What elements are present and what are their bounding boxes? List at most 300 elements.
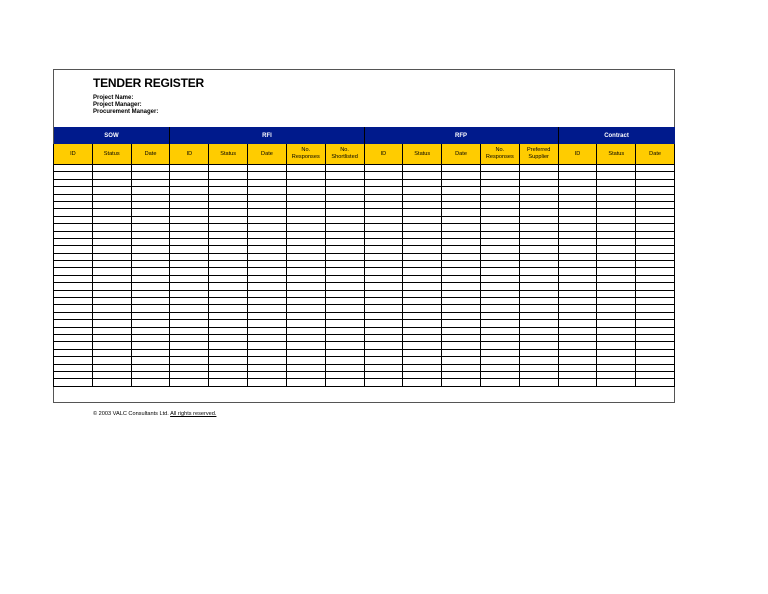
- table-cell[interactable]: [325, 194, 364, 201]
- table-cell[interactable]: [364, 194, 403, 201]
- table-cell[interactable]: [248, 172, 287, 179]
- table-cell[interactable]: [325, 172, 364, 179]
- table-cell[interactable]: [403, 201, 442, 208]
- table-cell[interactable]: [480, 349, 519, 356]
- table-cell[interactable]: [170, 357, 209, 364]
- table-cell[interactable]: [131, 238, 170, 245]
- table-cell[interactable]: [597, 334, 636, 341]
- table-cell[interactable]: [480, 253, 519, 260]
- table-cell[interactable]: [92, 209, 131, 216]
- table-cell[interactable]: [403, 246, 442, 253]
- table-cell[interactable]: [286, 298, 325, 305]
- table-cell[interactable]: [131, 216, 170, 223]
- table-cell[interactable]: [597, 216, 636, 223]
- table-cell[interactable]: [519, 364, 558, 371]
- table-cell[interactable]: [636, 305, 675, 312]
- table-cell[interactable]: [209, 187, 248, 194]
- table-cell[interactable]: [131, 357, 170, 364]
- table-cell[interactable]: [325, 238, 364, 245]
- table-cell[interactable]: [480, 201, 519, 208]
- table-cell[interactable]: [597, 179, 636, 186]
- table-cell[interactable]: [92, 253, 131, 260]
- table-cell[interactable]: [54, 312, 93, 319]
- table-cell[interactable]: [131, 298, 170, 305]
- table-cell[interactable]: [54, 268, 93, 275]
- table-cell[interactable]: [442, 305, 481, 312]
- table-cell[interactable]: [170, 172, 209, 179]
- table-cell[interactable]: [54, 290, 93, 297]
- table-cell[interactable]: [636, 201, 675, 208]
- table-cell[interactable]: [248, 201, 287, 208]
- table-cell[interactable]: [325, 246, 364, 253]
- table-cell[interactable]: [442, 194, 481, 201]
- table-cell[interactable]: [636, 283, 675, 290]
- table-cell[interactable]: [170, 305, 209, 312]
- table-cell[interactable]: [131, 349, 170, 356]
- table-cell[interactable]: [286, 209, 325, 216]
- table-cell[interactable]: [170, 261, 209, 268]
- table-cell[interactable]: [480, 305, 519, 312]
- table-cell[interactable]: [442, 320, 481, 327]
- table-cell[interactable]: [209, 231, 248, 238]
- table-cell[interactable]: [286, 290, 325, 297]
- table-cell[interactable]: [636, 320, 675, 327]
- table-cell[interactable]: [325, 290, 364, 297]
- table-cell[interactable]: [403, 172, 442, 179]
- table-cell[interactable]: [170, 298, 209, 305]
- table-cell[interactable]: [286, 253, 325, 260]
- table-cell[interactable]: [519, 209, 558, 216]
- table-cell[interactable]: [636, 224, 675, 231]
- table-cell[interactable]: [131, 268, 170, 275]
- table-cell[interactable]: [325, 312, 364, 319]
- table-cell[interactable]: [597, 379, 636, 386]
- table-cell[interactable]: [325, 349, 364, 356]
- table-cell[interactable]: [480, 238, 519, 245]
- table-cell[interactable]: [403, 224, 442, 231]
- table-cell[interactable]: [248, 253, 287, 260]
- table-cell[interactable]: [286, 231, 325, 238]
- table-cell[interactable]: [403, 334, 442, 341]
- table-cell[interactable]: [209, 371, 248, 378]
- table-cell[interactable]: [442, 209, 481, 216]
- table-cell[interactable]: [636, 253, 675, 260]
- table-cell[interactable]: [636, 379, 675, 386]
- table-cell[interactable]: [480, 364, 519, 371]
- table-cell[interactable]: [636, 209, 675, 216]
- table-cell[interactable]: [209, 357, 248, 364]
- table-cell[interactable]: [597, 238, 636, 245]
- table-cell[interactable]: [558, 298, 597, 305]
- table-cell[interactable]: [364, 334, 403, 341]
- table-cell[interactable]: [170, 201, 209, 208]
- table-cell[interactable]: [442, 327, 481, 334]
- table-cell[interactable]: [209, 283, 248, 290]
- table-cell[interactable]: [558, 268, 597, 275]
- table-cell[interactable]: [364, 201, 403, 208]
- table-cell[interactable]: [442, 165, 481, 172]
- table-cell[interactable]: [597, 349, 636, 356]
- table-cell[interactable]: [92, 261, 131, 268]
- table-cell[interactable]: [480, 283, 519, 290]
- table-cell[interactable]: [519, 268, 558, 275]
- table-cell[interactable]: [519, 165, 558, 172]
- table-cell[interactable]: [403, 275, 442, 282]
- table-cell[interactable]: [286, 194, 325, 201]
- table-cell[interactable]: [286, 179, 325, 186]
- table-cell[interactable]: [558, 165, 597, 172]
- table-cell[interactable]: [558, 283, 597, 290]
- table-cell[interactable]: [636, 357, 675, 364]
- table-cell[interactable]: [364, 364, 403, 371]
- table-cell[interactable]: [480, 261, 519, 268]
- table-cell[interactable]: [597, 172, 636, 179]
- table-cell[interactable]: [54, 275, 93, 282]
- table-cell[interactable]: [54, 349, 93, 356]
- table-cell[interactable]: [286, 201, 325, 208]
- table-cell[interactable]: [403, 283, 442, 290]
- table-cell[interactable]: [248, 224, 287, 231]
- table-cell[interactable]: [480, 209, 519, 216]
- table-cell[interactable]: [131, 379, 170, 386]
- table-cell[interactable]: [597, 231, 636, 238]
- table-cell[interactable]: [480, 312, 519, 319]
- table-cell[interactable]: [480, 327, 519, 334]
- table-cell[interactable]: [364, 379, 403, 386]
- table-cell[interactable]: [636, 187, 675, 194]
- table-cell[interactable]: [170, 283, 209, 290]
- table-cell[interactable]: [286, 283, 325, 290]
- table-cell[interactable]: [209, 165, 248, 172]
- table-cell[interactable]: [519, 231, 558, 238]
- table-cell[interactable]: [170, 268, 209, 275]
- table-cell[interactable]: [131, 231, 170, 238]
- table-cell[interactable]: [131, 209, 170, 216]
- table-cell[interactable]: [92, 268, 131, 275]
- table-cell[interactable]: [248, 312, 287, 319]
- table-cell[interactable]: [597, 290, 636, 297]
- table-cell[interactable]: [92, 187, 131, 194]
- table-cell[interactable]: [480, 371, 519, 378]
- table-cell[interactable]: [364, 268, 403, 275]
- table-cell[interactable]: [131, 275, 170, 282]
- table-cell[interactable]: [92, 349, 131, 356]
- table-cell[interactable]: [558, 364, 597, 371]
- table-cell[interactable]: [519, 371, 558, 378]
- table-cell[interactable]: [442, 216, 481, 223]
- table-cell[interactable]: [403, 349, 442, 356]
- table-cell[interactable]: [54, 305, 93, 312]
- table-cell[interactable]: [92, 238, 131, 245]
- table-cell[interactable]: [364, 231, 403, 238]
- table-cell[interactable]: [325, 357, 364, 364]
- table-cell[interactable]: [597, 165, 636, 172]
- table-cell[interactable]: [558, 305, 597, 312]
- table-cell[interactable]: [558, 246, 597, 253]
- table-cell[interactable]: [597, 194, 636, 201]
- table-cell[interactable]: [209, 224, 248, 231]
- table-cell[interactable]: [248, 349, 287, 356]
- table-cell[interactable]: [286, 261, 325, 268]
- table-cell[interactable]: [364, 290, 403, 297]
- table-cell[interactable]: [209, 305, 248, 312]
- table-cell[interactable]: [92, 364, 131, 371]
- table-cell[interactable]: [54, 209, 93, 216]
- table-cell[interactable]: [442, 179, 481, 186]
- table-cell[interactable]: [170, 379, 209, 386]
- table-cell[interactable]: [325, 253, 364, 260]
- table-cell[interactable]: [364, 216, 403, 223]
- table-cell[interactable]: [131, 305, 170, 312]
- table-cell[interactable]: [442, 253, 481, 260]
- table-cell[interactable]: [597, 320, 636, 327]
- table-cell[interactable]: [325, 187, 364, 194]
- table-cell[interactable]: [519, 283, 558, 290]
- table-cell[interactable]: [636, 165, 675, 172]
- table-cell[interactable]: [209, 194, 248, 201]
- table-cell[interactable]: [92, 379, 131, 386]
- table-cell[interactable]: [636, 216, 675, 223]
- table-cell[interactable]: [131, 253, 170, 260]
- table-cell[interactable]: [325, 261, 364, 268]
- table-cell[interactable]: [364, 209, 403, 216]
- table-cell[interactable]: [248, 238, 287, 245]
- table-cell[interactable]: [170, 253, 209, 260]
- table-cell[interactable]: [442, 283, 481, 290]
- table-cell[interactable]: [325, 320, 364, 327]
- table-cell[interactable]: [558, 194, 597, 201]
- table-cell[interactable]: [558, 172, 597, 179]
- table-cell[interactable]: [403, 194, 442, 201]
- table-cell[interactable]: [54, 216, 93, 223]
- table-cell[interactable]: [403, 327, 442, 334]
- table-cell[interactable]: [325, 283, 364, 290]
- table-cell[interactable]: [480, 246, 519, 253]
- table-cell[interactable]: [597, 283, 636, 290]
- table-cell[interactable]: [442, 379, 481, 386]
- table-cell[interactable]: [364, 312, 403, 319]
- table-cell[interactable]: [131, 179, 170, 186]
- table-cell[interactable]: [519, 342, 558, 349]
- table-cell[interactable]: [248, 320, 287, 327]
- table-cell[interactable]: [480, 187, 519, 194]
- table-cell[interactable]: [286, 327, 325, 334]
- table-cell[interactable]: [286, 268, 325, 275]
- table-cell[interactable]: [325, 231, 364, 238]
- table-cell[interactable]: [92, 305, 131, 312]
- table-cell[interactable]: [170, 342, 209, 349]
- table-cell[interactable]: [442, 246, 481, 253]
- table-cell[interactable]: [636, 364, 675, 371]
- table-cell[interactable]: [209, 246, 248, 253]
- table-cell[interactable]: [54, 246, 93, 253]
- table-cell[interactable]: [248, 364, 287, 371]
- table-cell[interactable]: [442, 298, 481, 305]
- table-cell[interactable]: [131, 283, 170, 290]
- table-cell[interactable]: [597, 298, 636, 305]
- table-cell[interactable]: [364, 261, 403, 268]
- table-cell[interactable]: [248, 342, 287, 349]
- table-cell[interactable]: [364, 187, 403, 194]
- table-cell[interactable]: [170, 179, 209, 186]
- table-cell[interactable]: [131, 187, 170, 194]
- table-cell[interactable]: [170, 194, 209, 201]
- table-cell[interactable]: [519, 238, 558, 245]
- table-cell[interactable]: [403, 320, 442, 327]
- table-cell[interactable]: [480, 334, 519, 341]
- table-cell[interactable]: [248, 379, 287, 386]
- table-cell[interactable]: [364, 371, 403, 378]
- table-cell[interactable]: [403, 364, 442, 371]
- table-cell[interactable]: [248, 216, 287, 223]
- table-cell[interactable]: [286, 216, 325, 223]
- table-cell[interactable]: [131, 327, 170, 334]
- table-cell[interactable]: [248, 268, 287, 275]
- table-cell[interactable]: [248, 179, 287, 186]
- table-cell[interactable]: [131, 165, 170, 172]
- table-cell[interactable]: [286, 320, 325, 327]
- table-cell[interactable]: [248, 357, 287, 364]
- table-cell[interactable]: [92, 246, 131, 253]
- table-cell[interactable]: [403, 209, 442, 216]
- table-cell[interactable]: [209, 290, 248, 297]
- table-cell[interactable]: [364, 357, 403, 364]
- table-cell[interactable]: [131, 371, 170, 378]
- table-cell[interactable]: [131, 261, 170, 268]
- table-cell[interactable]: [248, 298, 287, 305]
- table-cell[interactable]: [54, 371, 93, 378]
- table-cell[interactable]: [558, 261, 597, 268]
- table-cell[interactable]: [54, 194, 93, 201]
- table-cell[interactable]: [364, 349, 403, 356]
- table-cell[interactable]: [170, 246, 209, 253]
- table-cell[interactable]: [403, 268, 442, 275]
- table-cell[interactable]: [558, 342, 597, 349]
- table-cell[interactable]: [131, 194, 170, 201]
- table-cell[interactable]: [597, 246, 636, 253]
- table-cell[interactable]: [597, 342, 636, 349]
- table-cell[interactable]: [54, 379, 93, 386]
- table-cell[interactable]: [209, 312, 248, 319]
- table-cell[interactable]: [597, 371, 636, 378]
- table-cell[interactable]: [636, 298, 675, 305]
- table-cell[interactable]: [131, 290, 170, 297]
- table-cell[interactable]: [364, 165, 403, 172]
- table-cell[interactable]: [597, 275, 636, 282]
- table-cell[interactable]: [248, 290, 287, 297]
- table-cell[interactable]: [92, 216, 131, 223]
- table-cell[interactable]: [519, 320, 558, 327]
- table-cell[interactable]: [480, 179, 519, 186]
- table-cell[interactable]: [170, 312, 209, 319]
- table-cell[interactable]: [54, 298, 93, 305]
- table-cell[interactable]: [597, 201, 636, 208]
- table-cell[interactable]: [442, 172, 481, 179]
- table-cell[interactable]: [209, 201, 248, 208]
- table-cell[interactable]: [403, 357, 442, 364]
- table-cell[interactable]: [636, 349, 675, 356]
- table-cell[interactable]: [209, 334, 248, 341]
- table-cell[interactable]: [325, 342, 364, 349]
- table-cell[interactable]: [519, 172, 558, 179]
- table-cell[interactable]: [558, 349, 597, 356]
- table-cell[interactable]: [597, 305, 636, 312]
- table-cell[interactable]: [442, 224, 481, 231]
- table-cell[interactable]: [558, 253, 597, 260]
- table-cell[interactable]: [131, 201, 170, 208]
- table-cell[interactable]: [325, 327, 364, 334]
- table-cell[interactable]: [209, 275, 248, 282]
- table-cell[interactable]: [286, 275, 325, 282]
- table-cell[interactable]: [54, 201, 93, 208]
- table-cell[interactable]: [364, 275, 403, 282]
- table-cell[interactable]: [92, 201, 131, 208]
- table-cell[interactable]: [403, 342, 442, 349]
- table-cell[interactable]: [364, 238, 403, 245]
- table-cell[interactable]: [364, 224, 403, 231]
- table-cell[interactable]: [364, 246, 403, 253]
- table-cell[interactable]: [403, 298, 442, 305]
- table-cell[interactable]: [286, 238, 325, 245]
- table-cell[interactable]: [480, 379, 519, 386]
- table-cell[interactable]: [403, 187, 442, 194]
- table-cell[interactable]: [364, 179, 403, 186]
- table-cell[interactable]: [519, 305, 558, 312]
- table-cell[interactable]: [209, 209, 248, 216]
- table-cell[interactable]: [54, 357, 93, 364]
- table-cell[interactable]: [92, 320, 131, 327]
- table-cell[interactable]: [636, 246, 675, 253]
- table-cell[interactable]: [519, 201, 558, 208]
- table-cell[interactable]: [209, 379, 248, 386]
- table-cell[interactable]: [597, 261, 636, 268]
- table-cell[interactable]: [286, 357, 325, 364]
- table-cell[interactable]: [54, 327, 93, 334]
- table-cell[interactable]: [325, 179, 364, 186]
- table-cell[interactable]: [54, 165, 93, 172]
- table-cell[interactable]: [519, 261, 558, 268]
- table-cell[interactable]: [325, 364, 364, 371]
- table-cell[interactable]: [480, 275, 519, 282]
- table-cell[interactable]: [519, 349, 558, 356]
- table-cell[interactable]: [54, 334, 93, 341]
- table-cell[interactable]: [54, 283, 93, 290]
- table-cell[interactable]: [325, 334, 364, 341]
- table-cell[interactable]: [558, 209, 597, 216]
- table-cell[interactable]: [442, 334, 481, 341]
- table-cell[interactable]: [636, 327, 675, 334]
- table-cell[interactable]: [403, 253, 442, 260]
- table-cell[interactable]: [92, 290, 131, 297]
- table-cell[interactable]: [54, 342, 93, 349]
- table-cell[interactable]: [403, 165, 442, 172]
- table-cell[interactable]: [597, 268, 636, 275]
- table-cell[interactable]: [170, 224, 209, 231]
- table-cell[interactable]: [248, 283, 287, 290]
- table-cell[interactable]: [480, 224, 519, 231]
- table-cell[interactable]: [558, 327, 597, 334]
- table-cell[interactable]: [170, 327, 209, 334]
- table-cell[interactable]: [480, 298, 519, 305]
- table-cell[interactable]: [286, 224, 325, 231]
- table-cell[interactable]: [442, 357, 481, 364]
- table-cell[interactable]: [170, 209, 209, 216]
- table-cell[interactable]: [286, 312, 325, 319]
- table-cell[interactable]: [54, 172, 93, 179]
- table-cell[interactable]: [325, 209, 364, 216]
- table-cell[interactable]: [248, 231, 287, 238]
- table-cell[interactable]: [54, 364, 93, 371]
